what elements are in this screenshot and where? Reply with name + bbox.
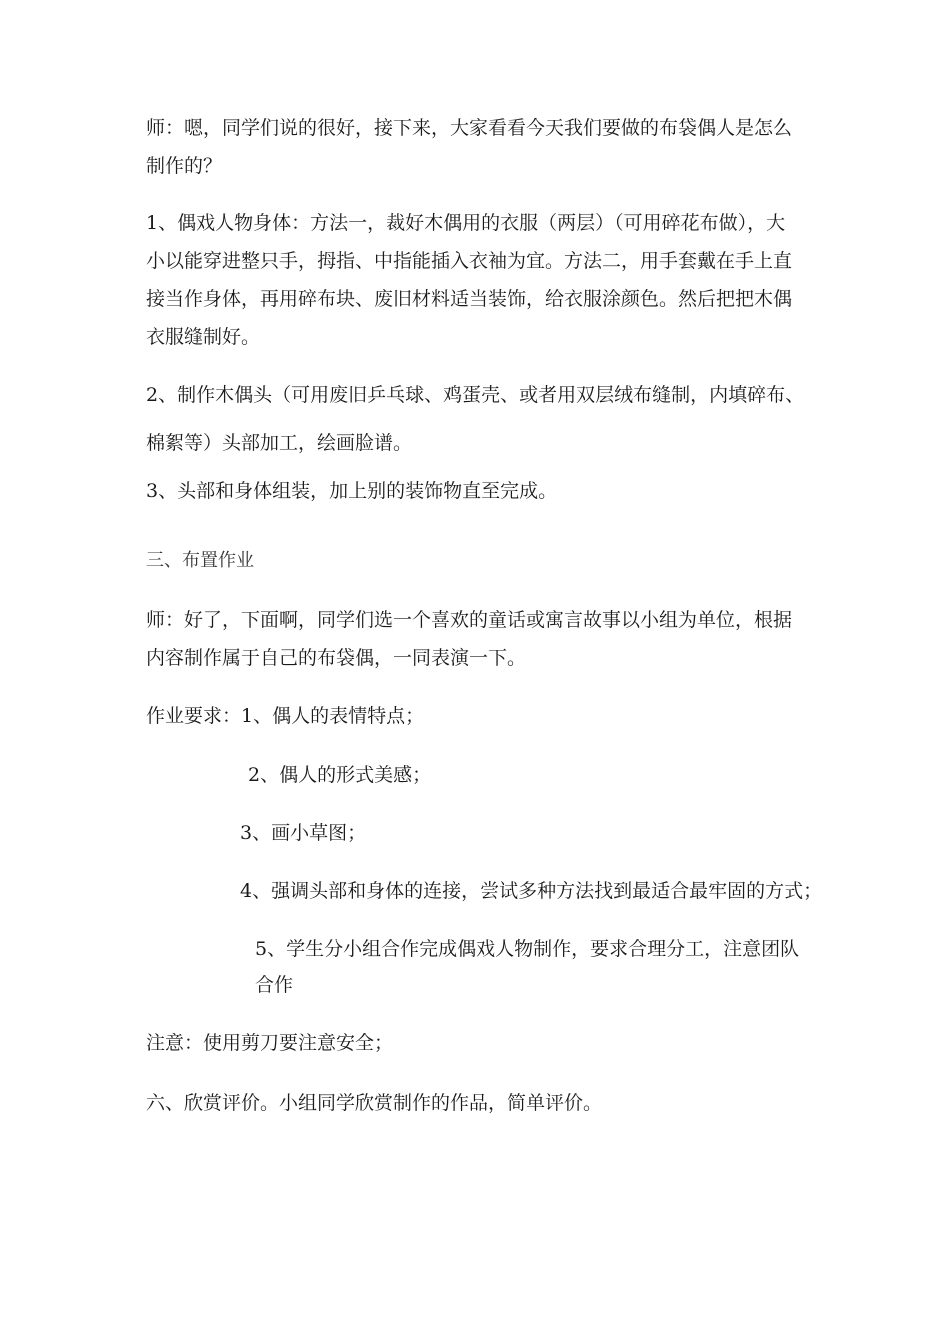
step1-line-1: 1、偶戏人物身体：方法一，裁好木偶用的衣服（两层）（可用碎花布做），大 — [146, 212, 786, 234]
safety-note: 注意：使用剪刀要注意安全； — [146, 1032, 394, 1054]
step1-line-3: 接当作身体，再用碎布块、废旧材料适当装饰，给衣服涂颜色。然后把把木偶 — [146, 288, 793, 310]
step1-line-2: 小以能穿进整只手，拇指、中指能插入衣袖为宜。方法二，用手套戴在手上直 — [146, 250, 793, 272]
step2-line-1: 2、制作木偶头（可用废旧乒乓球、鸡蛋壳、或者用双层绒布缝制，内填碎布、 — [146, 384, 805, 406]
requirement-item-4: 4、强调头部和身体的连接，尝试多种方法找到最适合最牢固的方式； — [240, 880, 823, 902]
requirement-item-2: 2、偶人的形式美感； — [248, 764, 432, 786]
step1-line-4: 衣服缝制好。 — [146, 326, 261, 348]
section-3-heading: 三、布置作业 — [146, 550, 254, 571]
requirement-item-5-line-2: 合作 — [255, 974, 294, 996]
requirements-label: 作业要求：1、偶人的表情特点； — [146, 705, 425, 727]
teacher-assignment-line-2: 内容制作属于自己的布袋偶，一同表演一下。 — [146, 647, 527, 669]
teacher-intro-line-2: 制作的？ — [146, 155, 223, 177]
step3-line: 3、头部和身体组装，加上别的装饰物直至完成。 — [146, 480, 558, 502]
requirement-item-5-line-1: 5、学生分小组合作完成偶戏人物制作，要求合理分工，注意团队 — [255, 938, 800, 960]
section-6-line: 六、欣赏评价。小组同学欣赏制作的作品，简单评价。 — [146, 1092, 603, 1114]
teacher-assignment-line-1: 师：好了，下面啊，同学们选一个喜欢的童话或寓言故事以小组为单位，根据 — [146, 609, 793, 631]
teacher-intro-line-1: 师：嗯，同学们说的很好，接下来，大家看看今天我们要做的布袋偶人是怎么 — [146, 117, 793, 139]
step2-line-2: 棉絮等）头部加工，绘画脸谱。 — [146, 432, 413, 454]
requirement-item-3: 3、画小草图； — [240, 822, 367, 844]
